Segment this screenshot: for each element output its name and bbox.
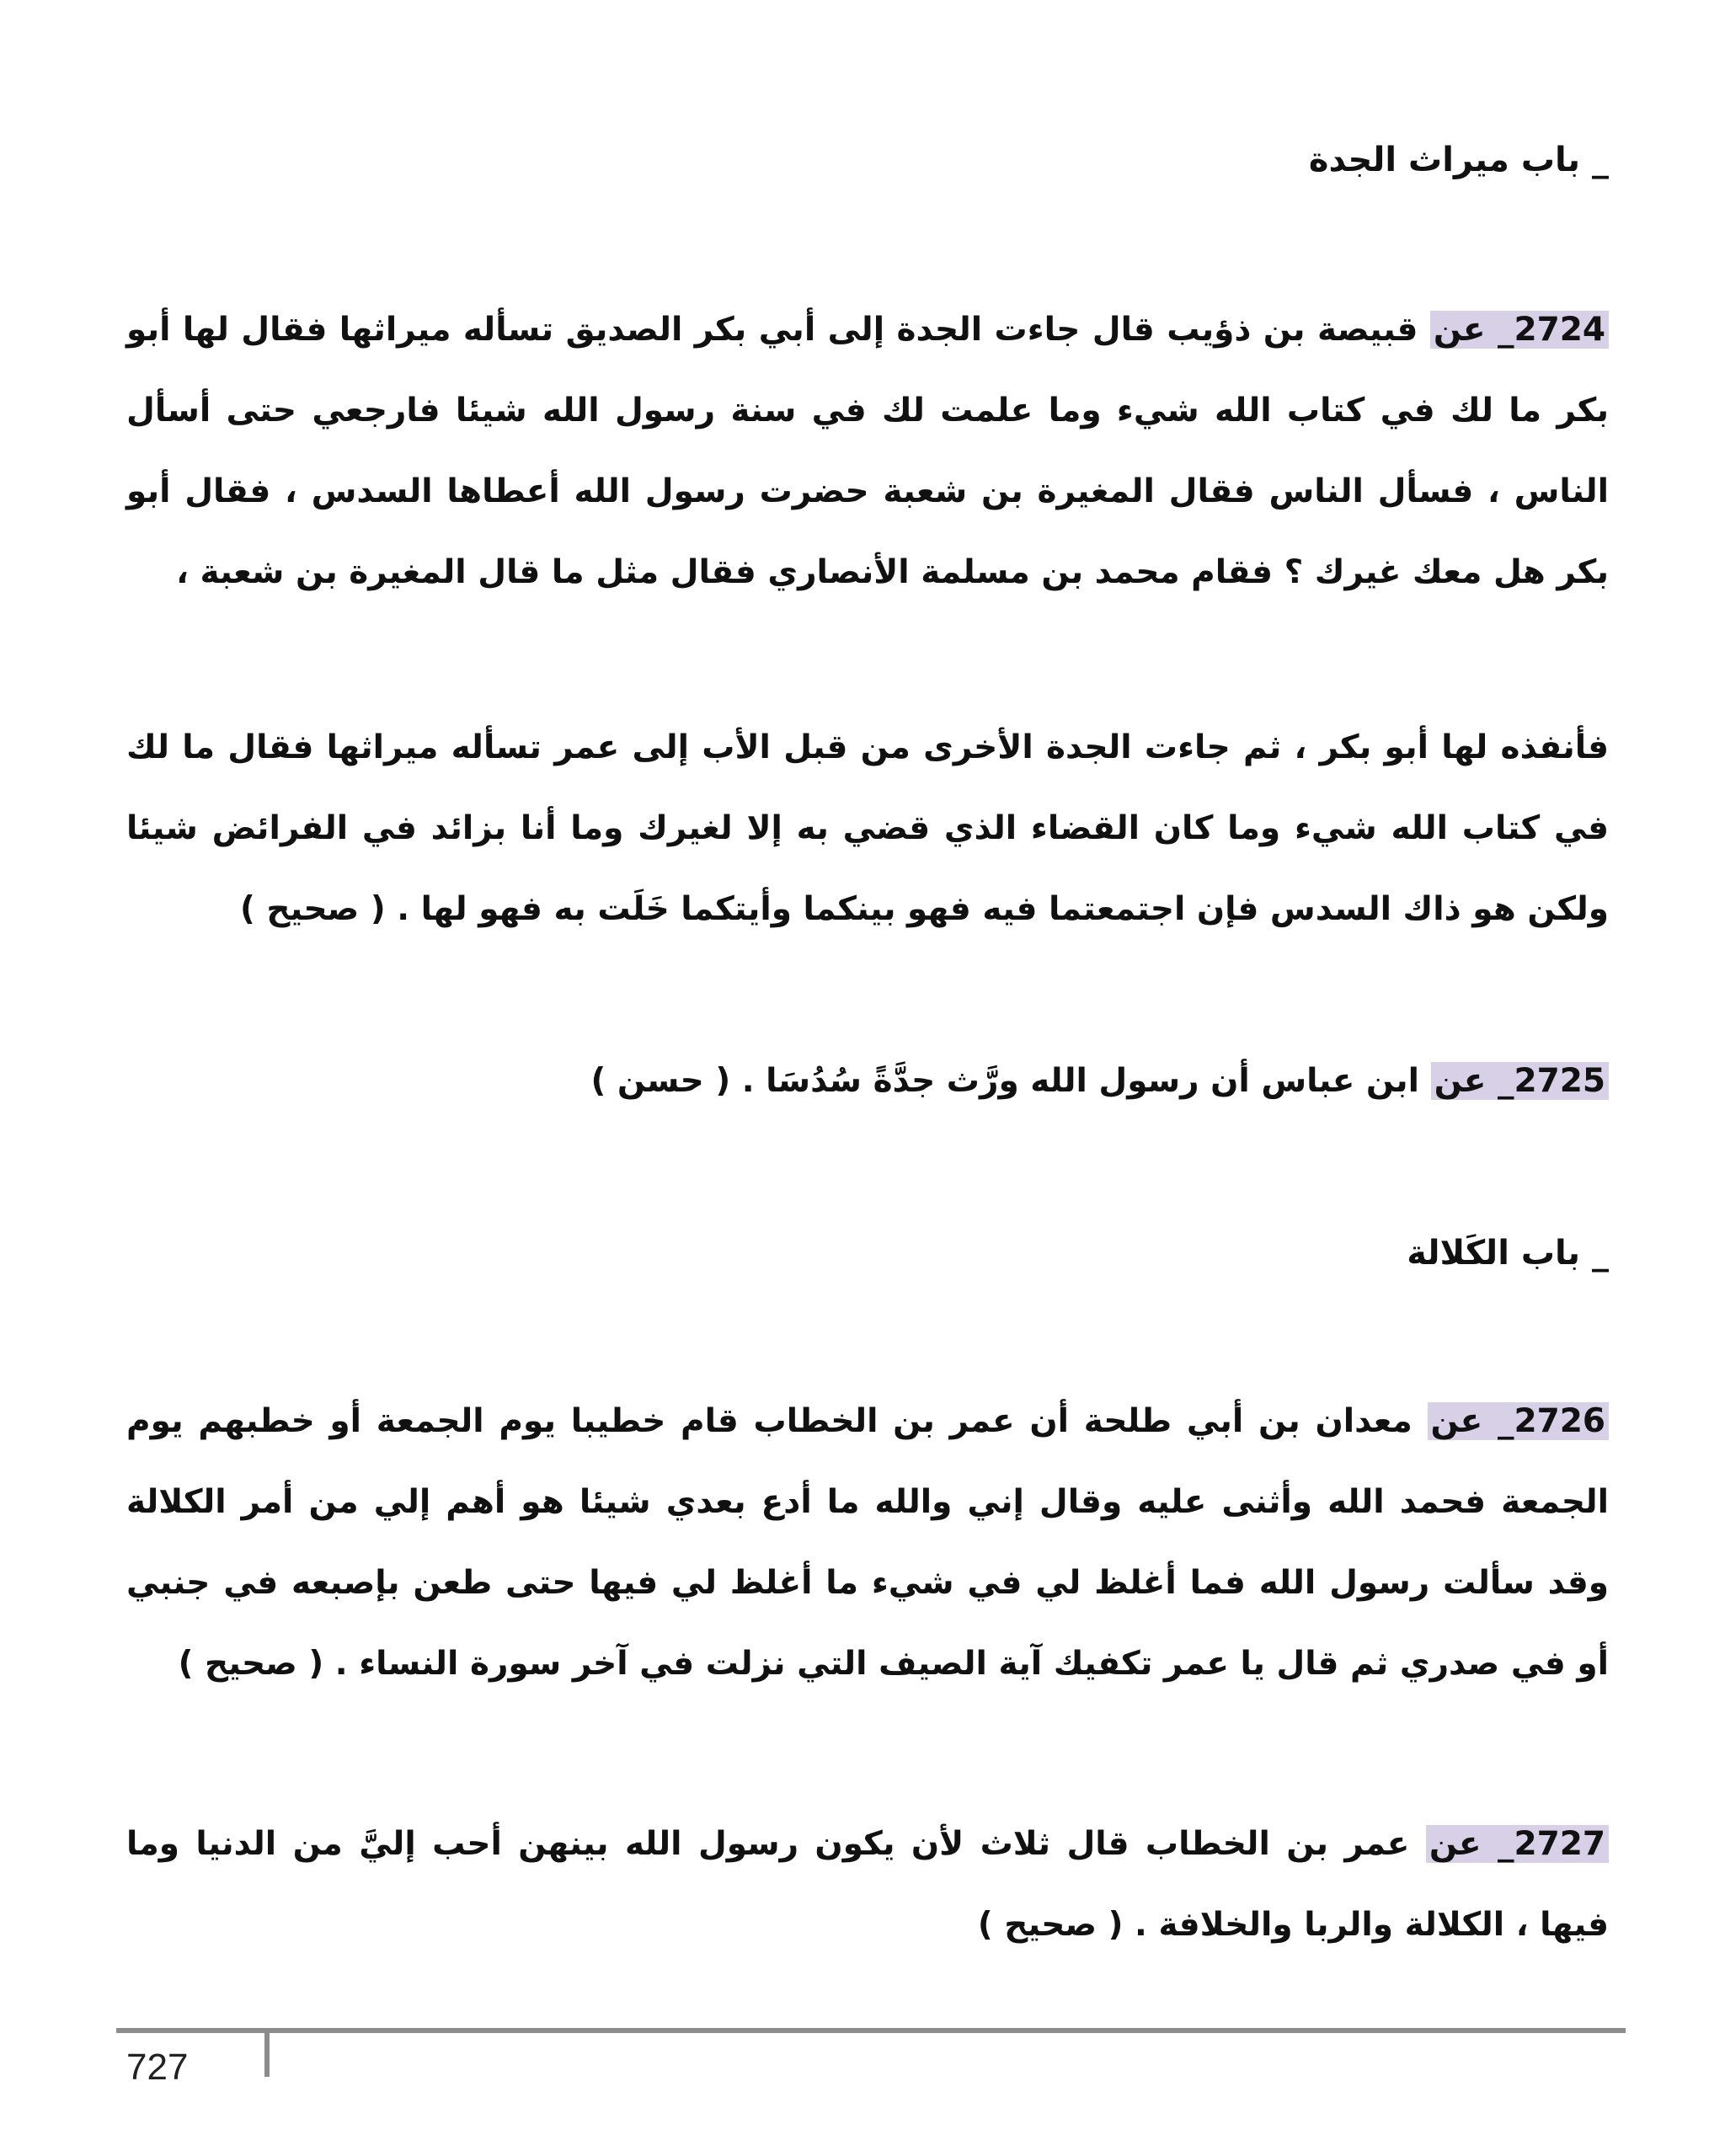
- chapter-heading: _ باب ميراث الجدة: [1308, 141, 1609, 179]
- hadith-number: 2726_: [1497, 1402, 1605, 1440]
- hadith-text: قبيصة بن ذؤيب قال جاءت الجدة إلى أبي بكر الصديق تسأله ميراثها فقال لها أبو بكر ما لك في كتاب الله شيء وما علمت لك في سنة رسول الله شيئا فارجعي حتى أسأل الناس ، فسأل الناس فقال المغيرة بن شعبة حضرت رسول الله أعطاها السدس ، فقال أبو بكر هل معك غيرك ؟ فقام محمد بن مسلمة الأنصاري فقال مثل ما قال المغيرة بن شعبة ،: [126, 311, 1609, 591]
- hadith-text: عمر بن الخطاب قال ثلاث لأن يكون رسول الله بينهن أحب إليَّ من الدنيا وما فيها ، الكلالة والربا والخلافة . ( صحيح ): [126, 1825, 1609, 1944]
- hadith-number: 2727_: [1497, 1825, 1606, 1863]
- hadith-number-badge: [1426, 1825, 1609, 1863]
- footer-divider: [116, 2028, 1626, 2033]
- hadith-number-badge: [1431, 1062, 1609, 1100]
- hadith-prefix: عن: [1430, 1402, 1483, 1440]
- page-number: 727: [126, 2047, 189, 2088]
- footer-divider-tick: [264, 2028, 270, 2077]
- hadith-2727: [126, 1804, 1609, 1966]
- hadith-prefix: عن: [1433, 311, 1486, 349]
- hadith-2724-continuation: فأنفذه لها أبو بكر ، ثم جاءت الجدة الأخرى من قبل الأب إلى عمر تسأله ميراثها فقال ما لك في كتاب الله شيء وما كان القضاء الذي قضي به إلا لغيرك وما أنا بزائد في الفرائض شيئا ولكن هو ذاك السدس فإن اجتمعتما فيه فهو بينكما وأيتكما خَلَت به فهو لها . ( صحيح ): [126, 728, 1609, 928]
- hadith-number: 2725_: [1497, 1062, 1605, 1100]
- chapter-heading: _ باب الكَلالة: [1407, 1234, 1609, 1273]
- hadith-number: 2724_: [1497, 311, 1606, 349]
- hadith-number-badge: [1430, 311, 1609, 349]
- hadith-number-badge: [1428, 1402, 1610, 1440]
- hadith-prefix: عن: [1429, 1825, 1482, 1863]
- hadith-2724: [126, 290, 1609, 613]
- hadith-text: معدان بن أبي طلحة أن عمر بن الخطاب قام خطيبا يوم الجمعة أو خطبهم يوم الجمعة فحمد الله وأثنى عليه وقال إني والله ما أدع بعدي شيئا هو أهم إلي من أمر الكلالة وقد سألت رسول الله فما أغلظ لي في شيء ما أغلظ لي فيها حتى طعن بإصبعه في جنبي أو في صدري ثم قال يا عمر تكفيك آية الصيف التي نزلت في آخر سورة النساء . ( صحيح ): [126, 1402, 1609, 1683]
- hadith-2726: [126, 1381, 1609, 1705]
- hadith-prefix: عن: [1434, 1062, 1487, 1100]
- document-page: [126, 0, 1609, 2156]
- hadith-2725: [126, 1041, 1609, 1122]
- hadith-text: ابن عباس أن رسول الله ورَّث جدَّةً سُدُسَا . ( حسن ): [590, 1062, 1420, 1100]
